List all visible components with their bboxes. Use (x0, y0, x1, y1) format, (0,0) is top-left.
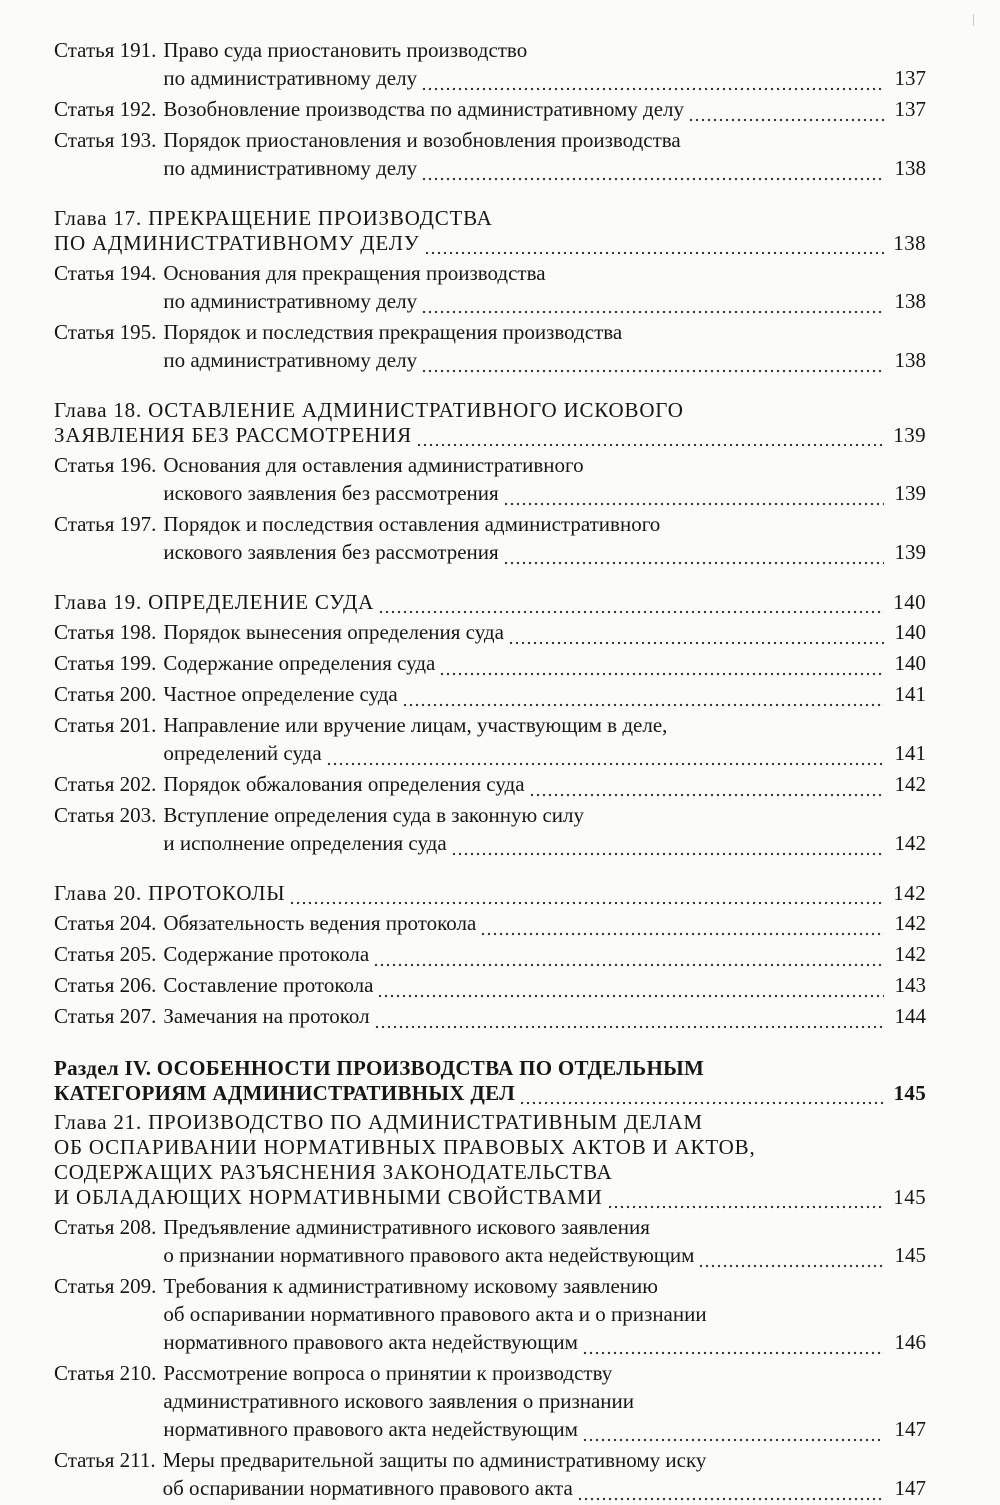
page-number: 140 (894, 651, 926, 675)
page-number: 145 (894, 1243, 926, 1267)
dot-leader (377, 979, 884, 999)
page-number: 139 (893, 423, 926, 447)
entry-line (163, 1328, 926, 1356)
article-title-block (156, 318, 926, 374)
article-title-block (156, 909, 926, 937)
dot-leader (374, 1010, 884, 1030)
article-title-block (156, 451, 926, 507)
entry-line (163, 711, 926, 739)
article-title-text: Вступление определения суда в законную силу (163, 803, 584, 827)
article-title-block (156, 618, 926, 646)
toc-article-entry[interactable] (54, 1272, 926, 1356)
toc-article-entry[interactable] (54, 1213, 926, 1269)
page-number: 137 (894, 97, 926, 121)
entry-line (163, 95, 926, 123)
dot-leader (416, 428, 884, 448)
page-number: 139 (894, 540, 926, 564)
heading-text: Глава 18. ОСТАВЛЕНИЕ АДМИНИСТРАТИВНОГО ИСКОВОГО (54, 398, 684, 422)
entry-line (163, 510, 926, 538)
entry-line (54, 1135, 926, 1160)
article-title-block (156, 680, 926, 708)
article-title-text: искового заявления без рассмотрения (163, 481, 499, 505)
page-number: 142 (894, 911, 926, 935)
entry-line (54, 1110, 926, 1135)
article-title-text: Основания для прекращения производства (163, 261, 546, 285)
entry-line (163, 801, 926, 829)
entry-line (54, 1056, 926, 1081)
article-title-text: об оспаривании нормативного правового акта и о признании (163, 1302, 707, 1326)
toc-section-entry[interactable] (54, 1056, 926, 1106)
entry-line (163, 479, 926, 507)
article-title-text: Частное определение суда (163, 682, 398, 706)
article-title-text: по административному делу (163, 156, 418, 180)
page-number: 141 (894, 682, 926, 706)
entry-line (163, 618, 926, 646)
dot-leader (326, 747, 884, 767)
dot-leader (421, 162, 884, 182)
page-number: 141 (894, 741, 926, 765)
article-title-text: Содержание протокола (163, 942, 370, 966)
article-title-text: административного искового заявления о признании (163, 1389, 635, 1413)
toc-chapter-entry[interactable] (54, 1110, 926, 1210)
dot-leader (607, 1190, 884, 1210)
article-title-block (156, 259, 926, 315)
dot-leader (289, 886, 884, 906)
toc-article-entry[interactable] (54, 95, 926, 123)
article-title-block (156, 940, 926, 968)
article-number: Статья 207. (54, 1004, 157, 1028)
page-number: 137 (894, 66, 926, 90)
heading-text: Раздел IV. ОСОБЕННОСТИ ПРОИЗВОДСТВА ПО ОТДЕЛЬНЫМ (54, 1056, 705, 1080)
entry-line (163, 1359, 926, 1387)
article-title-text: Основания для оставления административного (163, 453, 584, 477)
entry-line (163, 318, 926, 346)
article-number: Статья 197. (54, 512, 157, 536)
entry-line (163, 829, 926, 857)
dot-leader (421, 72, 884, 92)
article-title-text: и исполнение определения суда (163, 831, 447, 855)
entry-line (163, 287, 926, 315)
article-title-text: искового заявления без рассмотрения (163, 540, 499, 564)
entry-line (163, 1300, 926, 1328)
page-number: 138 (893, 231, 926, 255)
dot-leader (421, 295, 884, 315)
article-title-block (156, 510, 926, 566)
article-number: Статья 203. (54, 803, 157, 827)
toc-article-entry[interactable] (54, 1446, 926, 1502)
entry-line (54, 1160, 926, 1185)
heading-text: ЗАЯВЛЕНИЯ БЕЗ РАССМОТРЕНИЯ (54, 423, 412, 447)
article-title-text: по административному делу (163, 289, 418, 313)
toc-chapter-entry[interactable] (54, 206, 926, 256)
dot-leader (378, 595, 884, 615)
toc-article-entry[interactable] (54, 36, 926, 92)
article-title-block (156, 770, 926, 798)
dot-leader (402, 688, 884, 708)
entry-line (54, 1185, 926, 1210)
entry-line (163, 64, 926, 92)
entry-line (54, 231, 926, 256)
entry-line (163, 259, 926, 287)
article-number: Статья 211. (54, 1448, 156, 1472)
entry-line (163, 538, 926, 566)
entry-line (163, 1474, 926, 1502)
toc-article-entry[interactable] (54, 259, 926, 315)
article-number: Статья 192. (54, 97, 157, 121)
article-title-text: нормативного правового акта недействующим (163, 1417, 578, 1441)
toc-article-entry[interactable] (54, 711, 926, 767)
article-title-text: Замечания на протокол (163, 1004, 370, 1028)
page-number: 147 (894, 1476, 926, 1500)
dot-leader (582, 1336, 884, 1356)
entry-line (54, 398, 926, 423)
article-title-text: Рассмотрение вопроса о принятии к производству (163, 1361, 613, 1385)
entry-line (163, 126, 926, 154)
article-number: Статья 199. (54, 651, 157, 675)
dot-leader (519, 1086, 884, 1106)
toc-article-entry[interactable] (54, 940, 926, 968)
article-title-text: определений суда (163, 741, 322, 765)
dot-leader (503, 487, 884, 507)
dot-leader (503, 546, 884, 566)
article-title-text: Направление или вручение лицам, участвующим в деле, (163, 713, 668, 737)
table-of-contents (54, 36, 926, 1505)
article-title-text: Порядок обжалования определения суда (163, 772, 525, 796)
article-title-block (156, 801, 926, 857)
dot-leader (439, 657, 884, 677)
article-title-block (156, 1446, 926, 1502)
toc-article-entry[interactable] (54, 680, 926, 708)
heading-text: КАТЕГОРИЯМ АДМИНИСТРАТИВНЫХ ДЕЛ (54, 1081, 516, 1105)
heading-text: Глава 17. ПРЕКРАЩЕНИЕ ПРОИЗВОДСТВА (54, 206, 493, 230)
page-number: 145 (893, 1185, 926, 1209)
entry-line (54, 423, 926, 448)
entry-line (54, 206, 926, 231)
entry-line (163, 154, 926, 182)
article-number: Статья 209. (54, 1274, 157, 1298)
article-title-block (156, 1002, 926, 1030)
entry-line (54, 881, 926, 906)
entry-line (163, 1002, 926, 1030)
article-number: Статья 198. (54, 620, 157, 644)
page-number: 138 (894, 348, 926, 372)
article-title-block (156, 711, 926, 767)
page-number: 139 (894, 481, 926, 505)
toc-article-entry[interactable] (54, 1002, 926, 1030)
article-number: Статья 196. (54, 453, 157, 477)
dot-leader (529, 778, 884, 798)
dot-leader (508, 626, 884, 646)
entry-line (163, 940, 926, 968)
article-number: Статья 195. (54, 320, 157, 344)
heading-text: ПО АДМИНИСТРАТИВНОМУ ДЕЛУ (54, 231, 420, 255)
toc-chapter-entry[interactable] (54, 398, 926, 448)
page-number: 142 (894, 942, 926, 966)
article-title-text: об оспаривании нормативного правового акта (162, 1476, 573, 1500)
heading-text: СОДЕРЖАЩИХ РАЗЪЯСНЕНИЯ ЗАКОНОДАТЕЛЬСТВА (54, 1160, 613, 1184)
entry-line (54, 590, 926, 615)
heading-text: Глава 20. ПРОТОКОЛЫ (54, 881, 286, 905)
entry-line (163, 971, 926, 999)
entry-line (163, 36, 926, 64)
article-title-text: Порядок вынесения определения суда (163, 620, 504, 644)
dot-leader (480, 917, 884, 937)
article-number: Статья 208. (54, 1215, 157, 1239)
entry-line (163, 1415, 926, 1443)
toc-chapter-entry[interactable] (54, 590, 926, 615)
article-title-text: нормативного правового акта недействующим (163, 1330, 578, 1354)
toc-article-entry[interactable] (54, 770, 926, 798)
entry-line (163, 649, 926, 677)
article-number: Статья 206. (54, 973, 157, 997)
dot-leader (577, 1482, 884, 1502)
article-title-text: Порядок и последствия оставления административного (163, 512, 661, 536)
toc-article-entry[interactable] (54, 909, 926, 937)
toc-article-entry[interactable] (54, 318, 926, 374)
article-title-text: Содержание определения суда (163, 651, 436, 675)
page-number: 140 (894, 620, 926, 644)
page-edge-mark (973, 14, 980, 26)
entry-line (163, 346, 926, 374)
article-title-block (156, 1359, 926, 1443)
page-number: 144 (894, 1004, 926, 1028)
article-number: Статья 193. (54, 128, 157, 152)
article-number: Статья 194. (54, 261, 157, 285)
heading-text: ОБ ОСПАРИВАНИИ НОРМАТИВНЫХ ПРАВОВЫХ АКТОВ И АКТОВ, (54, 1135, 756, 1159)
page-number: 140 (893, 590, 926, 614)
dot-leader (424, 236, 885, 256)
article-title-block (156, 1213, 926, 1269)
dot-leader (698, 1249, 884, 1269)
page-number: 147 (894, 1417, 926, 1441)
article-number: Статья 191. (54, 38, 157, 62)
dot-leader (582, 1423, 884, 1443)
toc-article-entry[interactable] (54, 649, 926, 677)
page-number: 142 (894, 772, 926, 796)
article-number: Статья 201. (54, 713, 157, 737)
article-title-text: Предъявление административного искового заявления (163, 1215, 650, 1239)
page-number: 138 (894, 156, 926, 180)
heading-text: Глава 19. ОПРЕДЕЛЕНИЕ СУДА (54, 590, 375, 614)
article-title-text: Возобновление производства по административному делу (163, 97, 685, 121)
article-title-text: Составление протокола (163, 973, 374, 997)
entry-line (163, 1241, 926, 1269)
article-title-text: по административному делу (163, 66, 418, 90)
article-title-text: Право суда приостановить производство (163, 38, 528, 62)
heading-text: И ОБЛАДАЮЩИХ НОРМАТИВНЫМИ СВОЙСТВАМИ (54, 1185, 603, 1209)
article-number: Статья 200. (54, 682, 157, 706)
article-title-text: Порядок приостановления и возобновления производства (163, 128, 681, 152)
page-number: 138 (894, 289, 926, 313)
entry-line (163, 1387, 926, 1415)
entry-line (163, 1213, 926, 1241)
dot-leader (451, 837, 884, 857)
article-title-text: по административному делу (163, 348, 418, 372)
dot-leader (688, 103, 884, 123)
toc-article-entry[interactable] (54, 971, 926, 999)
toc-chapter-entry[interactable] (54, 881, 926, 906)
dot-leader (421, 354, 884, 374)
toc-article-entry[interactable] (54, 1359, 926, 1443)
toc-article-entry[interactable] (54, 126, 926, 182)
article-number: Статья 202. (54, 772, 157, 796)
article-title-block (156, 126, 926, 182)
article-title-block (156, 95, 926, 123)
heading-text: Глава 21. ПРОИЗВОДСТВО ПО АДМИНИСТРАТИВНЫМ ДЕЛАМ (54, 1110, 703, 1134)
entry-line (163, 1446, 926, 1474)
entry-line (163, 739, 926, 767)
entry-line (54, 1081, 926, 1106)
article-title-text: Требования к административному исковому заявлению (163, 1274, 658, 1298)
article-title-block (156, 649, 926, 677)
article-title-block (156, 1272, 926, 1356)
page-number: 142 (894, 831, 926, 855)
page-number: 145 (893, 1081, 926, 1105)
toc-article-entry[interactable] (54, 618, 926, 646)
article-title-text: о признании нормативного правового акта недействующим (163, 1243, 695, 1267)
article-title-text: Порядок и последствия прекращения производства (163, 320, 623, 344)
toc-article-entry[interactable] (54, 510, 926, 566)
entry-line (163, 680, 926, 708)
toc-article-entry[interactable] (54, 451, 926, 507)
article-title-text: Меры предварительной защиты по административному иску (162, 1448, 707, 1472)
entry-line (163, 1272, 926, 1300)
entry-line (163, 909, 926, 937)
article-title-block (156, 36, 926, 92)
page-number: 143 (894, 973, 926, 997)
page-number: 146 (894, 1330, 926, 1354)
article-title-block (156, 971, 926, 999)
entry-line (163, 770, 926, 798)
toc-article-entry[interactable] (54, 801, 926, 857)
article-title-text: Обязательность ведения протокола (163, 911, 477, 935)
article-number: Статья 205. (54, 942, 157, 966)
dot-leader (373, 948, 884, 968)
page-number: 142 (893, 881, 926, 905)
entry-line (163, 451, 926, 479)
article-number: Статья 204. (54, 911, 157, 935)
article-number: Статья 210. (54, 1361, 157, 1385)
